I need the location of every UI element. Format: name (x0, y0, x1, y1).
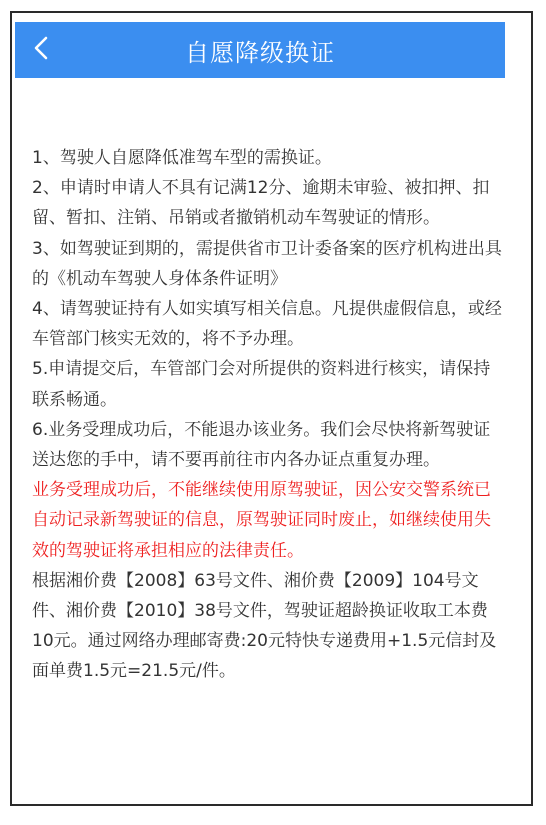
note-item-3: 3、如驾驶证到期的，需提供省市卫计委备案的医疗机构进出具的《机动车驾驶人身体条件证明》 (32, 238, 502, 289)
note-item-2: 2、申请时申请人不具有记满12分、逾期未审验、被扣押、扣留、暂扣、注销、吊销或者撤销机动车驾驶证的情形。 (32, 178, 490, 229)
note-item-4: 4、请驾驶证持有人如实填写相关信息。凡提供虚假信息，或经车管部门核实无效的，将不予办理。 (32, 299, 502, 350)
warning-notice: 业务受理成功后，不能继续使用原驾驶证，因公安交警系统已自动记录新驾驶证的信息，原驾驶证同时废止，如继续使用失效的驾驶证将承担相应的法律责任。 (32, 480, 491, 561)
header-bar (15, 22, 505, 78)
note-item-6: 6.业务受理成功后，不能退办该业务。我们会尽快将新驾驶证送达您的手中，请不要再前往市内各办证点重复办理。 (32, 419, 491, 471)
note-item-5: 5.申请提交后，车管部门会对所提供的资料进行核实，请保持联系畅通。 (32, 359, 491, 410)
page-title: 自愿降级换证 (185, 38, 335, 67)
chevron-left-icon (33, 35, 49, 65)
fee-note: 根据湘价费【2008】63号文件、湘价费【2009】104号文件、湘价费【2010】38号文件，驾驶证超龄换证收取工本费10元。通过网络办理邮寄费:20元特快专递费用+1.5元信封及面单费1.5元=21.5元/件。 (32, 570, 497, 682)
notice-content (32, 143, 502, 687)
note-item-1: 1、驾驶人自愿降低准驾车型的需换证。 (32, 148, 332, 168)
back-button[interactable] (21, 22, 61, 78)
